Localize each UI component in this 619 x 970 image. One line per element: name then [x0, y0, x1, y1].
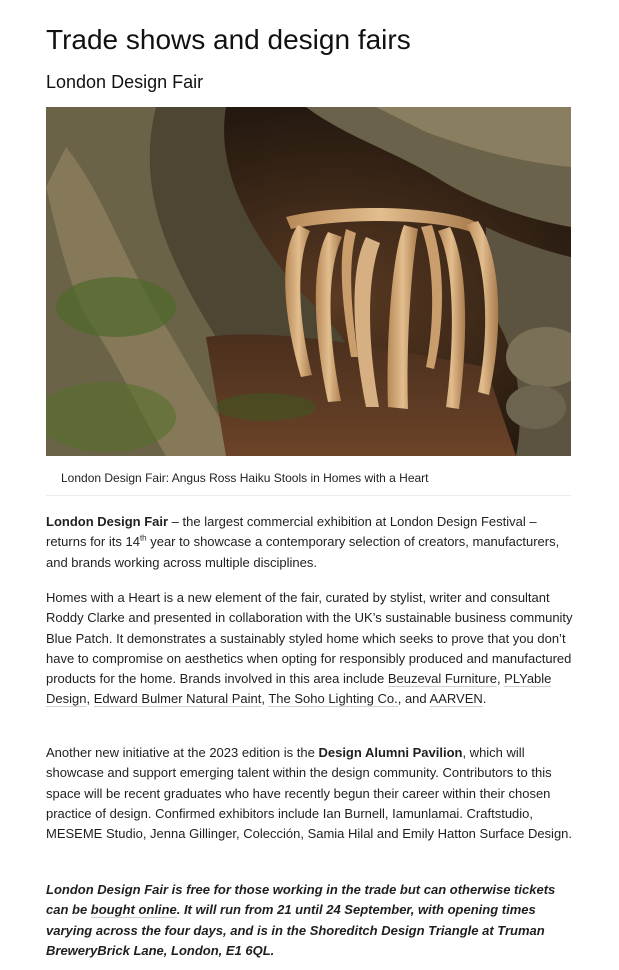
intro-paragraph: [46, 512, 574, 573]
divider: [46, 495, 571, 496]
brand-link-edward-bulmer[interactable]: Edward Bulmer Natural Paint: [93, 691, 262, 707]
intro-text-a: – the largest commercial exhibition at London Design Festival – returns for its 14: [46, 514, 537, 550]
brand-link-soho-lighting[interactable]: The Soho Lighting Co.: [268, 691, 398, 707]
page-title: Trade shows and design fairs: [46, 24, 411, 55]
alumni-text-a: Another new initiative at the 2023 edition is the: [46, 745, 319, 760]
visitor-info-paragraph: [46, 880, 574, 961]
separator: ,: [86, 691, 94, 707]
fair-name: London Design Fair: [46, 514, 169, 529]
alumni-text-b: , which will showcase and support emerging talent within the design community. Contributors to this space will be recent graduates who have recently begun their career within their chosen practice of design. Confirmed exhibitors include Ian Burnell, Iamunlamai. Craftstudio, MESEME Studio, Jenna Gillinger, Colección, Samia Hilal and Emily Hatton Surface Design.: [46, 745, 573, 842]
brand-link-beuzeval[interactable]: Beuzeval Furniture: [387, 671, 497, 687]
homes-text: Homes with a Heart is a new element of the fair, curated by stylist, writer and consultant Roddy Clarke and presented in collaboration with the UK’s sustainable business community Blue Patch. It demonstrates a sustainably styled home which seeks to prove that you don’t have to compromise on aesthetics when opting for responsibly produced and manufactured products for the home. Brands involved in this area include: [46, 590, 573, 687]
section-heading: London Design Fair: [46, 72, 204, 92]
alumni-paragraph: [46, 743, 574, 844]
info-text-b: . It will run from 21 until 24 September, with opening times varying across the four days, and is in the Shoreditch Design Triangle at Truman BreweryBrick Lane, London, E1 6QL.: [46, 902, 545, 958]
stool-photo: [46, 107, 571, 456]
ordinal-suffix: th: [139, 533, 147, 543]
alumni-pavilion-name: Design Alumni Pavilion: [318, 745, 463, 760]
intro-text-b: year to showcase a contemporary selection of creators, manufacturers, and brands working across multiple disciplines.: [46, 534, 560, 570]
separator: ,: [496, 671, 505, 687]
info-text-a: London Design Fair is free for those working in the trade but can otherwise tickets can be: [46, 882, 556, 918]
bought-online-link[interactable]: bought online: [90, 902, 177, 918]
brand-link-aarven[interactable]: AARVEN: [429, 691, 483, 707]
photo-caption: London Design Fair: Angus Ross Haiku Stools in Homes with a Heart: [61, 471, 429, 485]
separator: ,: [261, 691, 269, 707]
brand-link-plyable[interactable]: PLYable Design: [46, 671, 552, 707]
separator: , and: [397, 691, 430, 707]
homes-with-a-heart-paragraph: [46, 588, 574, 710]
period: .: [482, 691, 487, 707]
